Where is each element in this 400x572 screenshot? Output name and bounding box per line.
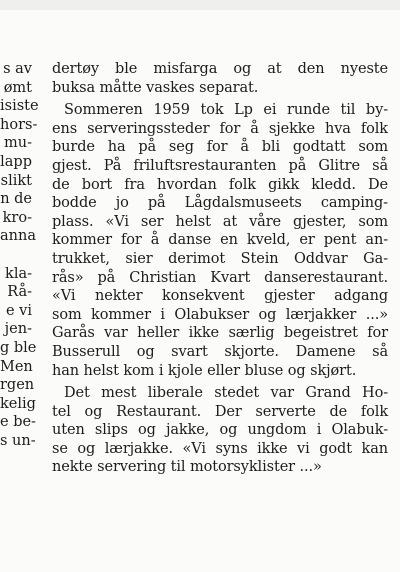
text-line: «Vi nekter konsekvent gjester adgang: [52, 288, 388, 305]
text-line: buksa måtte vaskes separat.: [52, 79, 259, 96]
article-column: [52, 60, 388, 477]
text-line: som kommer i Olabukser og lærjakker ...»: [52, 306, 388, 323]
top-edge: [0, 0, 400, 10]
text-line: burde ha på seg for å bli godtatt som: [52, 139, 388, 156]
paragraph-3: [52, 384, 388, 477]
text-line: trukket, sier derimot Stein Oddvar Ga-: [52, 250, 388, 267]
paragraph-2: [52, 101, 388, 380]
paragraph-1: [52, 60, 388, 97]
text-line: Det mest liberale stedet var Grand Ho-: [64, 385, 388, 402]
text-line: tel og Restaurant. Der serverte de folk: [52, 403, 388, 420]
text-line: kommer for å danse en kveld, er pent an-: [52, 232, 388, 249]
left-line: isiste: [0, 98, 39, 115]
text-line: dertøy ble misfarga og at den nyeste: [52, 61, 388, 77]
text-line: bodde jo på Lågdalsmuseets camping-: [52, 195, 388, 212]
text-line: de bort fra hvordan folk gikk kledd. De: [52, 176, 388, 193]
text-line: Busserull og svart skjorte. Damene så: [52, 343, 388, 360]
left-line: Rå-: [7, 284, 32, 301]
left-line: n de: [0, 191, 32, 208]
left-line: kro-: [2, 209, 32, 226]
text-line: rås» på Christian Kvart danserestaurant.: [52, 269, 388, 286]
left-line: lapp: [0, 153, 32, 170]
left-line: slikt: [0, 172, 32, 189]
left-line: kla-: [5, 265, 32, 282]
left-line: rgen: [0, 377, 35, 394]
left-line: s av: [3, 61, 32, 77]
left-line: mu-: [4, 135, 32, 152]
left-column-clipped-text: [0, 60, 39, 450]
text-line: Garås var heller ikke særlig begeistret for: [52, 325, 388, 342]
text-line: nekte servering til motorsyklister ...»: [52, 459, 322, 476]
left-line: s un-: [0, 432, 36, 449]
text-line: han helst kom i kjole eller bluse og skjørt.: [52, 362, 357, 379]
text-line: Sommeren 1959 tok Lp ei runde til by-: [64, 102, 388, 119]
left-line: kelig: [0, 395, 36, 412]
text-line: uten slips og jakke, og ungdom i Olabuk-: [52, 422, 388, 439]
left-line: anna: [0, 228, 36, 245]
text-line: se og lærjakke. «Vi syns ikke vi godt kan: [52, 440, 388, 457]
left-line: g ble: [0, 339, 37, 356]
left-gap: [0, 246, 32, 265]
left-line: ømt: [3, 79, 32, 96]
left-line: hors-: [0, 116, 38, 133]
text-line: plass. «Vi ser helst at våre gjester, som: [52, 213, 388, 230]
left-line: Men: [0, 358, 33, 375]
left-line: e be-: [0, 414, 36, 431]
text-line: ens serveringssteder for å sjekke hva folk: [52, 120, 388, 137]
text-line: gjest. På friluftsrestauranten på Glitre så: [52, 157, 388, 174]
left-line: e vi: [5, 302, 32, 319]
left-line: jen-: [4, 321, 32, 338]
